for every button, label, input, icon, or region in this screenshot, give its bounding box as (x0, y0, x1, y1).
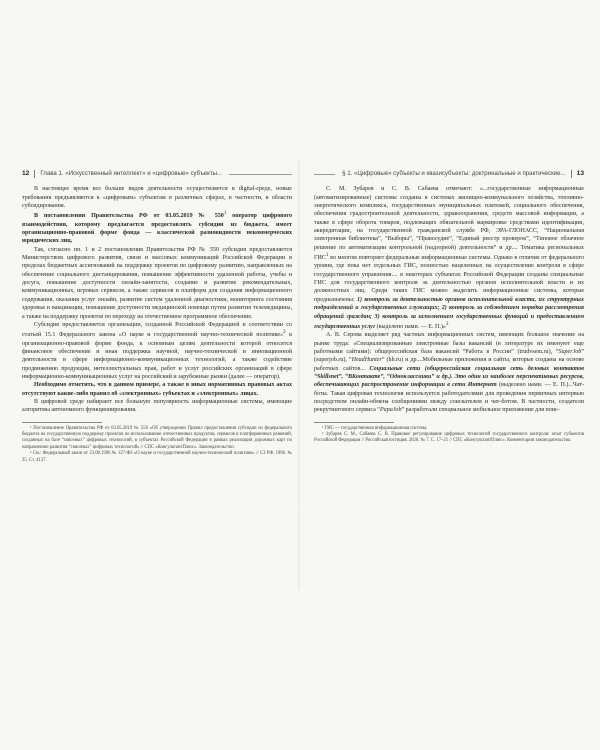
right-page-header (314, 170, 584, 180)
header-rule (314, 174, 335, 175)
footnote-ref: 1 (325, 253, 329, 259)
header-rule (229, 174, 292, 175)
paragraph: Так, согласно пп. 1 и 2 постановления Правительства РФ № 550 субсидия предоставляется Министерством цифрового развития, связи и массовых коммуникаций Российской Федерации в пределах бюджетных ассигнований на поддержку проектов по цифровому развитию, направленных на обеспечение социального дистанцирования, повышение эффективности удаленной работы, учебы и досуга, повышение доступности онлайн-занятости, создание и развитие рекомендательных, коммуникационных, игровых сервисов, а также сервисов и платформ для создания информационного содержания, оказания услуг онлайн, развитие систем удаленной диагностики, мониторинга состояния здоровья и вакцинации, повышение доступности медицинской помощи путем развития телемедицины, а также на поддержку проектов по переходу на отечественное программное обеспечение. (22, 246, 292, 320)
italic-name: PapaJob (379, 407, 402, 414)
paragraph (22, 321, 292, 381)
footnote-rule (22, 422, 102, 423)
text: Субсидия предоставляется организации, созданной Российской Федерацией в соответствии со статьей 15.1 Федерального закона «О науке и государственной научно-технической политике» (22, 321, 292, 339)
gutter-shadow (298, 160, 300, 590)
header-divider (34, 170, 35, 178)
bold-text: В постановлении Правительства РФ от 03.05.2019 № 550 (34, 213, 224, 220)
bold-text: оператор цифрового взаимодействия, которому предлагается предоставлять субсидии из бюджета, имеет организационно-правовой форме фонда — классической разновидности некоммерческих юридических лиц. (22, 213, 292, 245)
italic-name: SuperJob (558, 348, 582, 355)
page-number-right: 13 (576, 170, 584, 177)
text: С. М. Зубарев и С. В. Сабаева отмечают: «...государственные информационные (автоматизированные) системы созданы в системах жилищно-коммунального хозяйства, топливно-энергетического комплекса, государственных муниципальных платежей, социального обеспечения, обеспечения градостроительной деятельности, здравоохранения, средств массовой информации, а также в сфере оборота товаров, подлежащих обязательной маркировке средствами идентификации, аккредитации, на государственной гражданской службе РФ, ЭРА-ГЛОНАСС, “Национальная электронная библиотека”, “Выборы”, “Правосудие”, “Единый реестр проверок”, “Типовое облачное решение по автоматизации контрольной (надзорной) деятельности” и др.... Тематика региональных ГИС (314, 186, 584, 262)
paragraph (22, 210, 292, 245)
text: во многом повторяет федеральные информационные системы. Однако в отличие от федерального уровня, где пока нет отдельных ГИС, полностью нацеленных на осуществление контроля в сфере государственного управления.... в некоторых субъектах Российской Федерации созданы специальные ГИС для государственного контроля за деятельностью органов исполнительной власти и их должностных лиц. Среди таких ГИС можно выделить информационные системы, которые предназначены: (314, 255, 584, 303)
text: А. В. Серова выделяет ряд частных информационных систем, имеющих большое значение на рынке труда: «Специализированные электронные базы вакансий (в литературе их именуют еще работными сайтами): общероссийская база вакансий “Работа в России” (trudvsem.ru), “ (314, 332, 584, 355)
footnote: ² См.: Федеральный закон от 23.08.1996 № 127-ФЗ «О науке и государственной научно-технической политике» // СЗ РФ. 1996. № 35. Ст. 4137. (22, 451, 292, 463)
footnotes-right (314, 422, 584, 445)
page-number-left: 12 (22, 170, 30, 177)
footnote-ref: 2 (445, 321, 449, 327)
footnote: ¹ Постановление Правительства РФ от 03.05.2019 № 550 «Об утверждении Правил предоставления субсидии из федерального бюджета на государственную поддержку проектов по использованию отечественных продуктов, сервисов и платформенных решений, созданных на базе “сквозных” цифровых технологий, в субъектах Российской Федерации в рамках реализации дорожных карт по направлению развития “сквозных” цифровых технологий» // СПС «КонсультантПлюс». Законодательство. (22, 425, 292, 450)
text: ” (superjob.ru), “ (314, 348, 584, 364)
left-page-header (22, 170, 292, 180)
footnote-rule (314, 422, 394, 423)
paragraph: В цифровой среде набирают все большую популярность информационные системы, имеющие алгоритмы автономного функционирования. (22, 398, 292, 414)
text: ” разработали специальное мобильное приложение для поис- (401, 407, 560, 414)
paragraph (314, 185, 584, 331)
footnote-ref: 1 (223, 211, 227, 217)
text: в организационно-правовой форме фонда, к основным целям деятельности которой относятся финансовое обеспечение и иная поддержка научной, научно-технической и инновационной деятельности в сфере информационно-коммуникационных технологий, а также содействие продвижению продукции, интеллектуальных прав, работ и услуг российских организаций в сфере информационно-коммуникационных услуг на российский и зарубежные рынки (далее — оператор). (22, 332, 292, 380)
right-page (314, 170, 584, 445)
footnotes-left (22, 422, 292, 464)
emphasis-text: 1) контроль за деятельностью органов исполнительной власти, их структурных подразделений и государственных служащих; 2) контроль за соблюдением порядка рассмотрения обращений граждан; 3) контроль за исполнением государственных функций и предоставлением государственных услуг (314, 296, 584, 330)
paragraph: В настоящее время все больше видов деятельности осуществляется в digital-среде, новые требования предъявляются к «цифровым» субъектам в различных сферах, в частности, в области субсидирования. (22, 186, 292, 210)
emphasis-text: Социальные сети (общероссийская социальная сеть деловых контактов “Skillsnet”, “ВКонтакте”, “Одноклассники” и др.). Это один из наиболее перспективных ресурсов, обеспечивающих распространение информации в сети Интернет (314, 365, 584, 389)
running-head-right: § 1. «Цифровые» субъекты и квазисубъекты: доктринальные и практические... (342, 170, 566, 177)
footnote-ref: 2 (283, 330, 286, 336)
text: (выделено нами. — Е. П.)» (375, 323, 446, 330)
paragraph-bold: Необходимо отметить, что в данном примере, а также в иных нормативных правовых актах отсутствуют какие-либо правил об «электронных» субъектах и «электронных» лицах. (22, 382, 292, 397)
left-page (22, 170, 292, 464)
header-divider (571, 170, 572, 178)
running-head-left: Глава 1. «Искусственный интеллект» и «цифровые» субъекты... (40, 170, 223, 177)
italic-name: HeadHunter (351, 357, 382, 364)
footnote: ¹ ГИС — государственная информационная система. (322, 425, 428, 431)
text: (выделено нами. — Е. П.)...Чат-боты. Такая цифровая технология используется работодателями для проведения первичных интервью посредством онлайн-обмена сообщениями между соискателем и чат-ботом. В частности, создатели рекрутингового сервиса “ (314, 382, 585, 414)
paragraph (314, 331, 584, 414)
footnote: ² Зубарев С. М., Сабаева С. В. Правовое регулирование цифровых технологий государственного контроля: опыт субъектов Российской Федерации // Российская юстиция. 2020. № 7. С. 17–21 // СПС «КонсультантПлюс». Комментарии законодательства. (314, 432, 584, 444)
text: ” (hh.ru) и др....Мобильные приложения и сайты, которые созданы на основе работных сайтов... (314, 357, 584, 372)
